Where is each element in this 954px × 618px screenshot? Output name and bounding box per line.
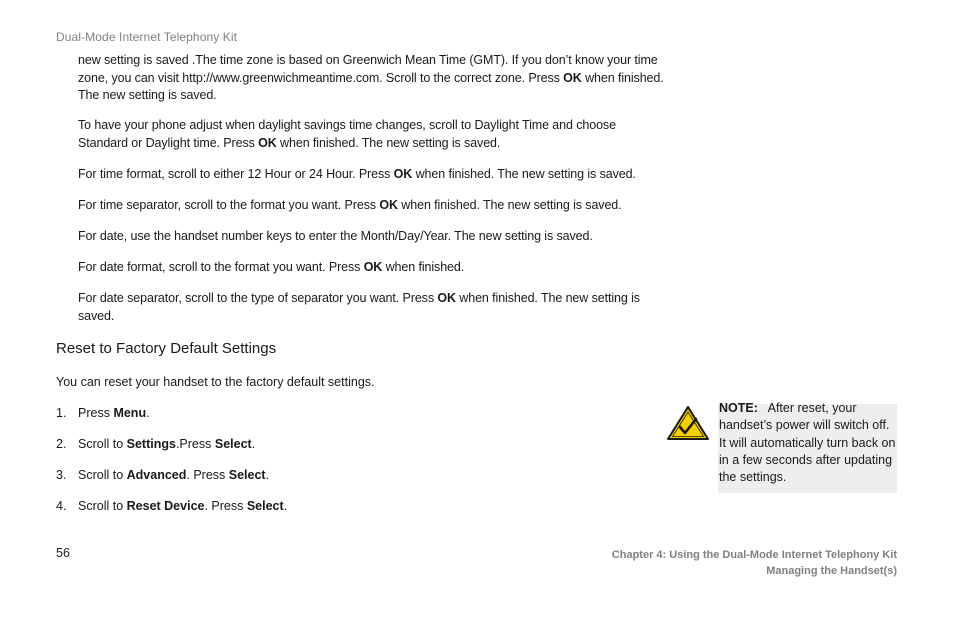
step-1: 1. Press Menu. (56, 406, 150, 420)
paragraph-date-format: For date format, scroll to the format you want. Press OK when finished. (78, 260, 465, 274)
paragraph-date-separator: For date separator, scroll to the type of separator you want. Press OK when finished. The new setting is saved. (78, 291, 640, 323)
note-label: NOTE: (719, 401, 758, 415)
step-2: 2. Scroll to Settings.Press Select. (56, 437, 256, 451)
step-4: 4. Scroll to Reset Device. Press Select. (56, 499, 288, 513)
footer-section: Managing the Handset(s) (766, 565, 897, 577)
running-footer (612, 547, 897, 579)
paragraph-date: For date, use the handset number keys to enter the Month/Day/Year. The new setting is saved. (78, 229, 593, 243)
section-intro: You can reset your handset to the factory default settings. (56, 375, 375, 389)
paragraph-time-separator: For time separator, scroll to the format you want. Press OK when finished. The new setting is saved. (78, 198, 622, 212)
warning-check-icon (666, 405, 710, 441)
paragraph-daylight: To have your phone adjust when daylight savings time changes, scroll to Daylight Time and choose Standard or Daylight time. Press OK when finished. The new setting is saved. (78, 118, 616, 150)
section-heading: Reset to Factory Default Settings (56, 340, 277, 357)
paragraph-time-format: For time format, scroll to either 12 Hour or 24 Hour. Press OK when finished. The new setting is saved. (78, 167, 636, 181)
paragraph-time-zone: new setting is saved .The time zone is based on Greenwich Mean Time (GMT). If you don’t know your time zone, you can visit http://www.greenwichmeantime.com. Scroll to the correct zone. Press OK when finished. The new setting is saved. (78, 53, 664, 102)
page-number: 56 (56, 546, 70, 560)
running-header: Dual-Mode Internet Telephony Kit (56, 30, 238, 44)
note-text: NOTE: After reset, your handset’s power will switch off. It will automatically turn back on in a few seconds after updating the settings. (719, 401, 896, 485)
footer-chapter: Chapter 4: Using the Dual-Mode Internet Telephony Kit (611, 549, 897, 561)
step-3: 3. Scroll to Advanced. Press Select. (56, 468, 270, 482)
